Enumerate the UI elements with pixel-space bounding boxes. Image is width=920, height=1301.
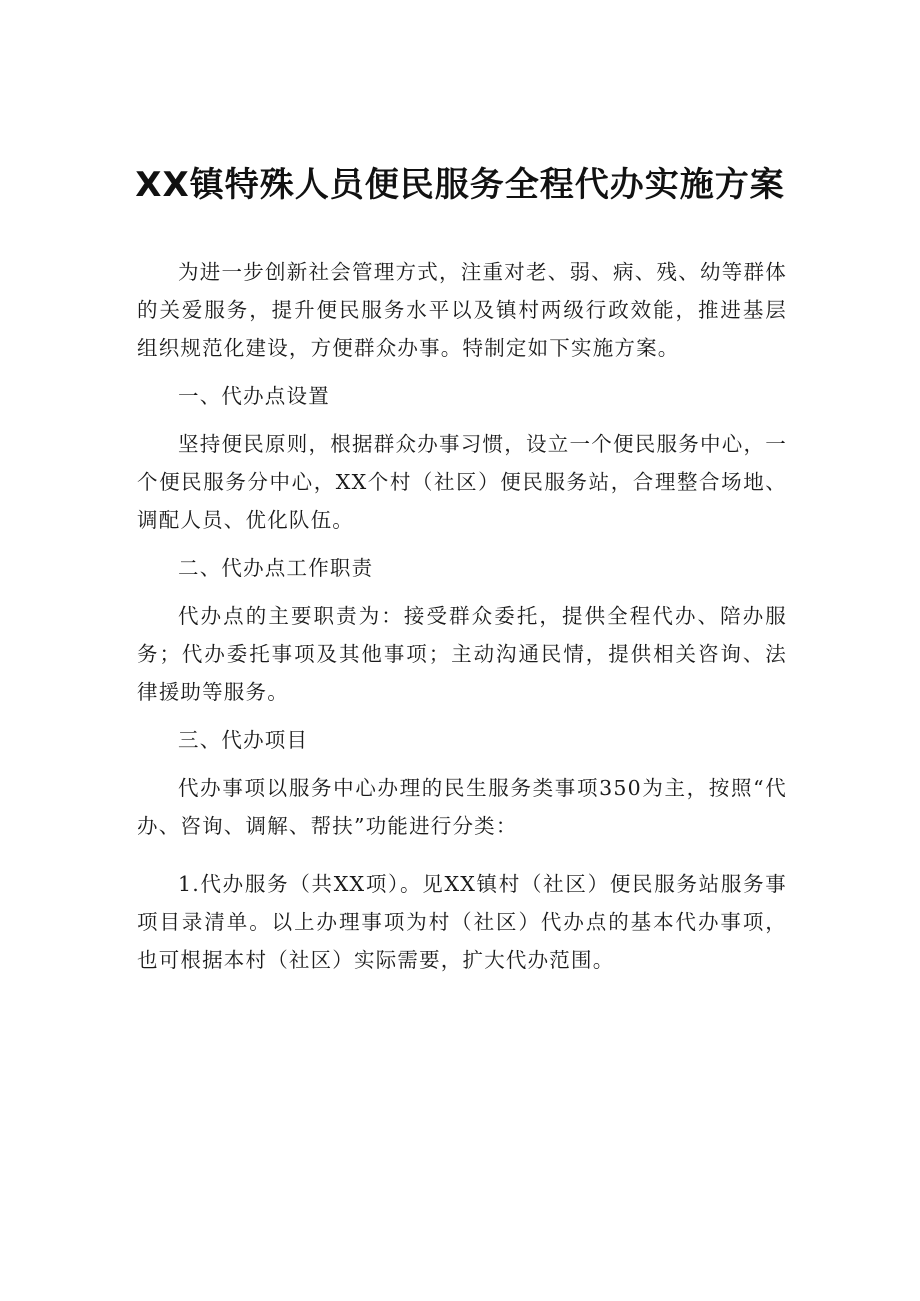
section-heading-1: 一、代办点设置: [178, 384, 330, 408]
section-1-paragraph-1: 坚持便民原则，根据群众办事习惯，设立一个便民服务中心，一个便民服务分中心，XX个村（社区）便民服务站，合理整合场地、调配人员、优化队伍。: [137, 432, 787, 532]
document-body: [137, 253, 787, 979]
section-3-paragraph-2: 1.代办服务（共XX项）。见XX镇村（社区）便民服务站服务事项目录清单。以上办理事项为村（社区）代办点的基本代办事项，也可根据本村（社区）实际需要，扩大代办范围。: [137, 872, 787, 972]
section-3-paragraph-1: 代办事项以服务中心办理的民生服务类事项350为主，按照“代办、咨询、调解、帮扶”功能进行分类：: [137, 776, 787, 838]
section-2-paragraph-1: 代办点的主要职责为：接受群众委托，提供全程代办、陪办服务；代办委托事项及其他事项；主动沟通民情，提供相关咨询、法律援助等服务。: [137, 604, 787, 704]
intro-paragraph: 为进一步创新社会管理方式，注重对老、弱、病、残、幼等群体的关爱服务，提升便民服务水平以及镇村两级行政效能，推进基层组织规范化建设，方便群众办事。特制定如下实施方案。: [137, 260, 787, 360]
document-title: XX镇特殊人员便民服务全程代办实施方案: [135, 165, 785, 205]
section-heading-3: 三、代办项目: [178, 728, 309, 752]
section-heading-2: 二、代办点工作职责: [178, 556, 374, 580]
